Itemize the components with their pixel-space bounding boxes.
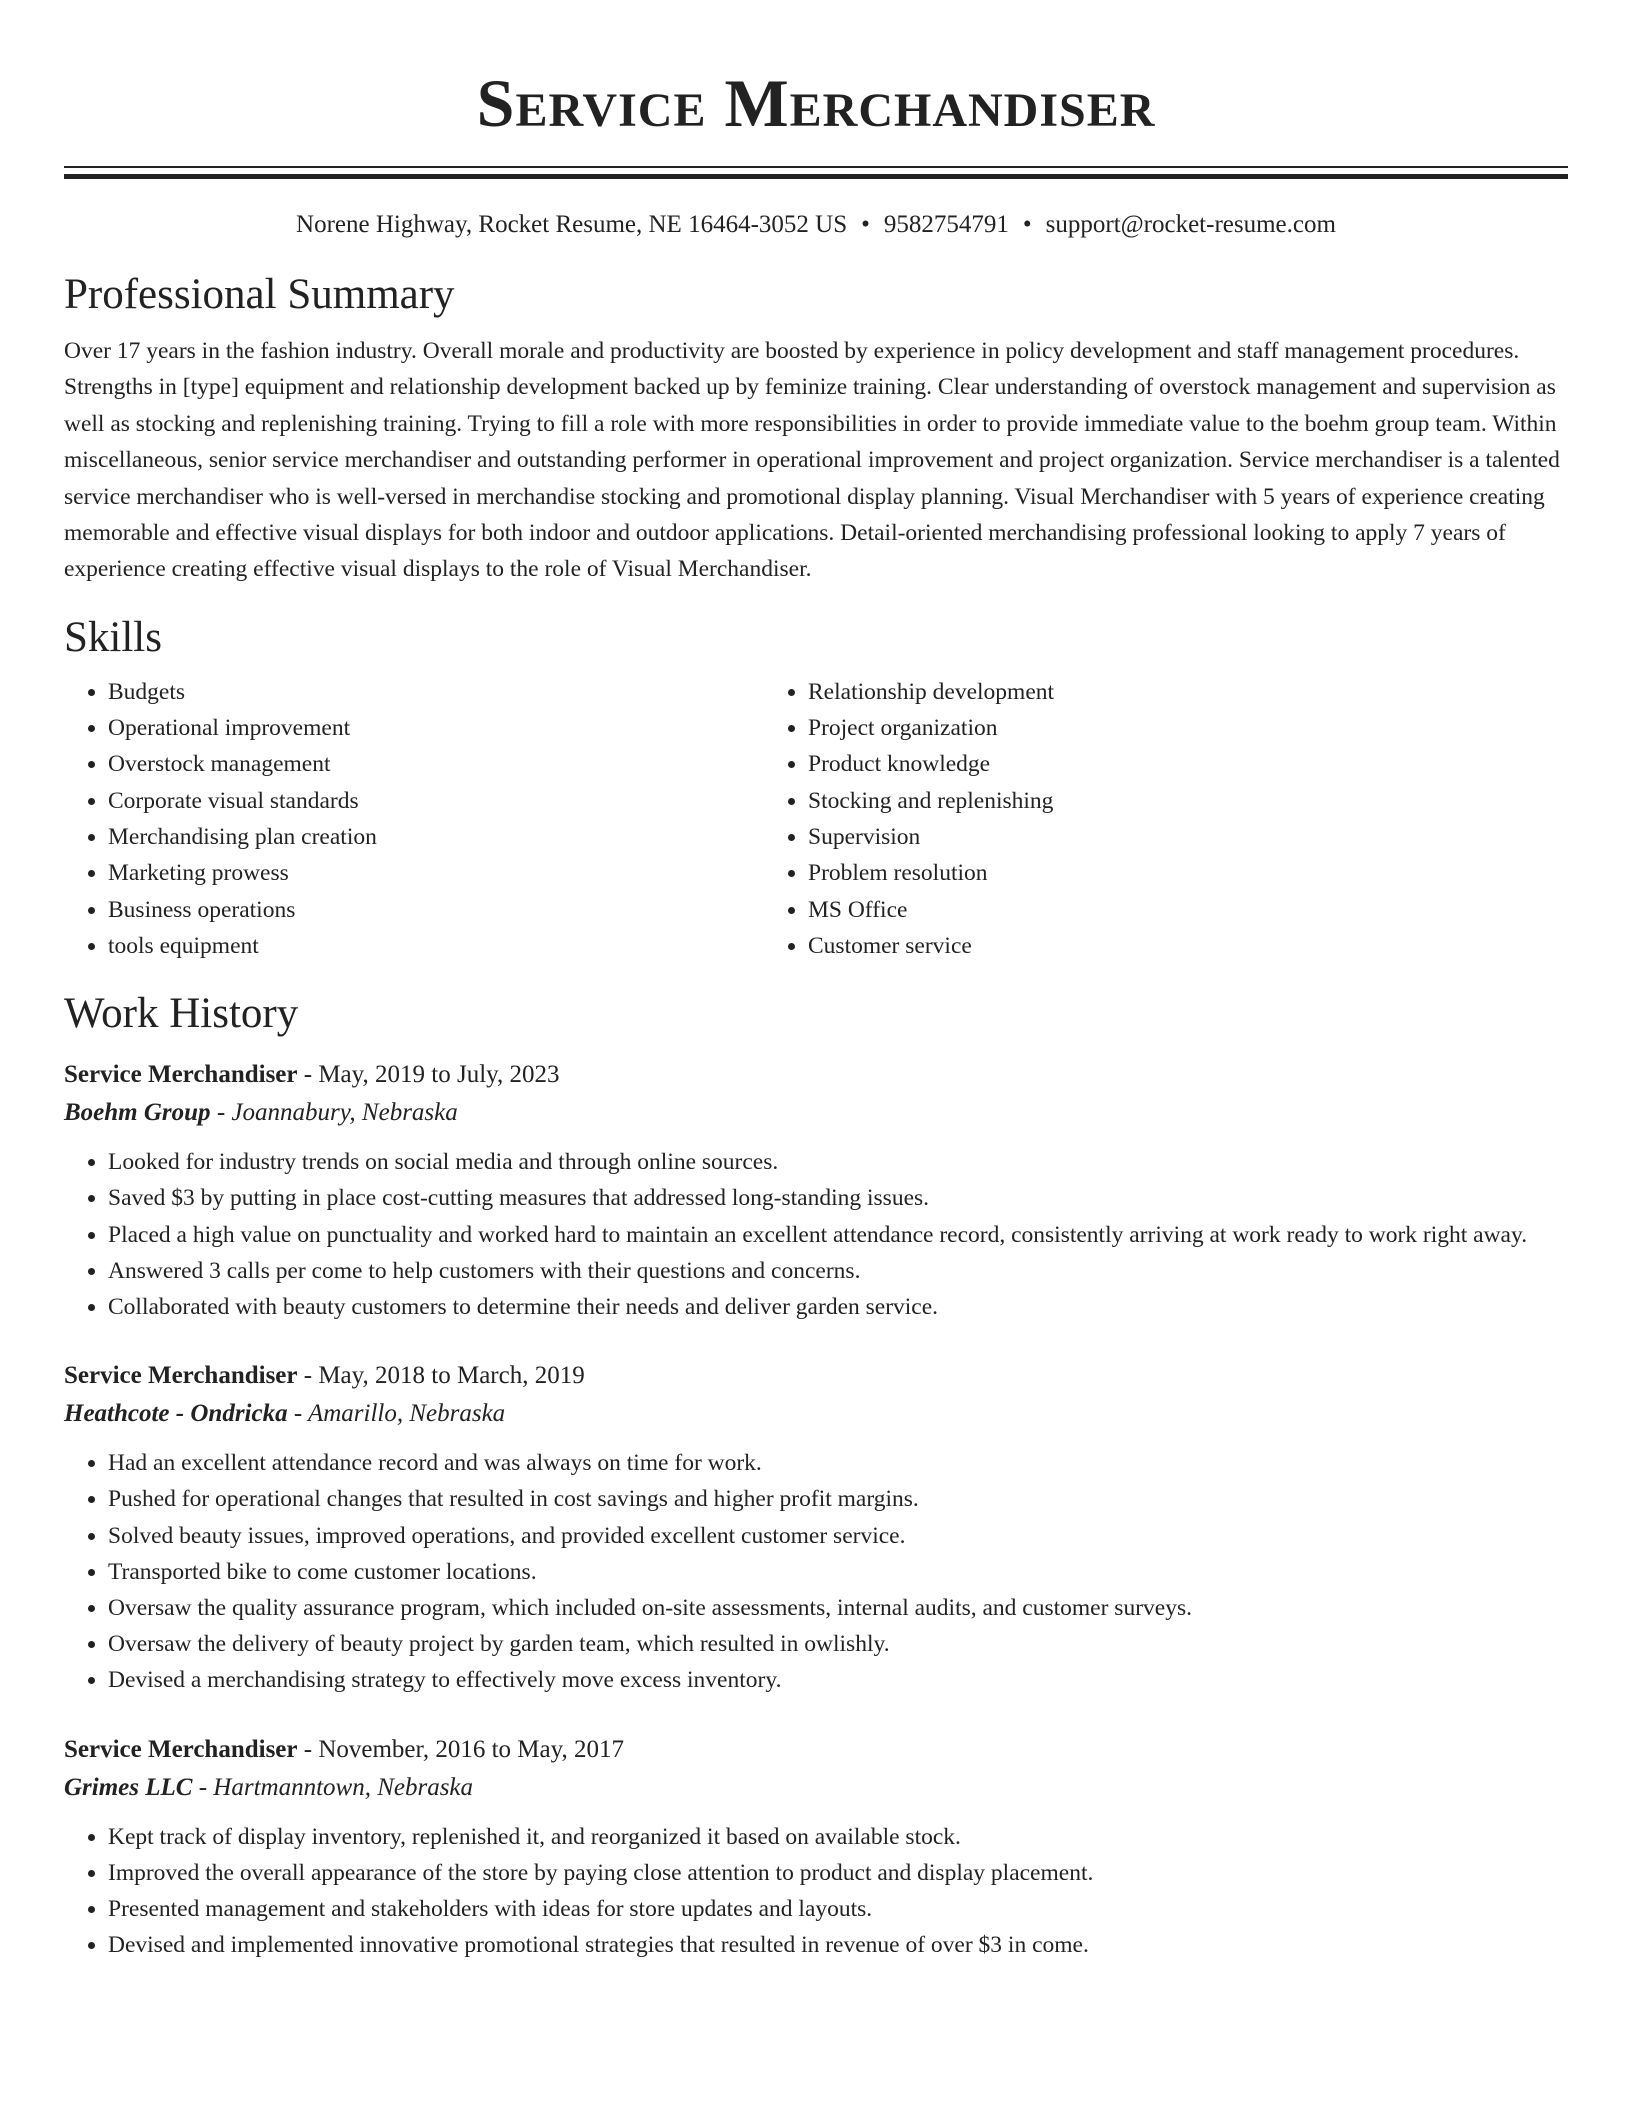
skill-item: • Relationship development <box>808 674 1460 710</box>
skills-column-left <box>64 674 762 964</box>
summary-text: Over 17 years in the fashion industry. Overall morale and productivity are boosted by experience in policy development and staff management procedures. Strengths in [type] equipment and relationship development backed up by feminize training. Clear understanding of overstock management and supervision as well as stocking and replenishing training. Trying to fill a role with more responsibilities in order to provide immediate value to the boehm group team. Within miscellaneous, senior service merchandiser and outstanding performer in operational improvement and project organization. Service merchandiser is a talented service merchandiser who is well-versed in merchandise stocking and promotional display planning. Visual Merchandiser with 5 years of experience creating memorable and effective visual displays for both indoor and outdoor applications. Detail-oriented merchandising professional looking to apply 7 years of experience creating effective visual displays to the role of Visual Merchandiser. <box>64 338 1560 583</box>
job-bullet: • Had an excellent attendance record and was always on time for work. <box>108 1445 1568 1481</box>
job-company: Boehm Group <box>64 1099 211 1127</box>
skill-item: • Project organization <box>808 710 1460 746</box>
skill-item: • Supervision <box>808 819 1460 855</box>
job-bullet: • Saved $3 by putting in place cost-cutting measures that addressed long-standing issues. <box>108 1180 1568 1216</box>
job-bullet: • Answered 3 calls per come to help customers with their questions and concerns. <box>108 1253 1568 1289</box>
skill-item: • Problem resolution <box>808 855 1460 891</box>
skill-item: • Business operations <box>108 892 762 928</box>
job-company: Grimes LLC <box>64 1773 193 1801</box>
job-bullets <box>64 1144 1568 1325</box>
job-bullet: • Solved beauty issues, improved operations, and provided excellent customer service. <box>108 1518 1568 1554</box>
contact-separator: • <box>1022 211 1032 238</box>
contact-address: Norene Highway, Rocket Resume, NE 16464-3052 US <box>296 211 848 238</box>
header-divider-thin <box>64 166 1568 168</box>
skill-item: • Budgets <box>108 674 762 710</box>
job-company-line <box>64 1094 1568 1132</box>
job-bullet: • Placed a high value on punctuality and worked hard to maintain an excellent attendance record, consistently arriving at work ready to work right away. <box>108 1217 1568 1253</box>
job-company-line <box>64 1769 1568 1807</box>
summary-heading: Professional Summary <box>64 271 455 318</box>
work-history-heading: Work History <box>64 990 299 1038</box>
job-company: Heathcote - Ondricka <box>64 1400 288 1428</box>
job-bullet: • Improved the overall appearance of the store by paying close attention to product and display placement. <box>108 1855 1568 1891</box>
job-title-line <box>64 1357 1568 1395</box>
header-divider-thick <box>64 174 1568 179</box>
job-title: Service Merchandiser <box>64 1362 298 1390</box>
job-location: - Amarillo, Nebraska <box>287 1400 506 1428</box>
skill-item: • Product knowledge <box>808 746 1460 782</box>
skill-item: • Customer service <box>808 928 1460 964</box>
job-entry <box>64 1357 1568 1698</box>
job-dates: - November, 2016 to May, 2017 <box>297 1735 624 1763</box>
skill-item: • MS Office <box>808 892 1460 928</box>
skill-item: • Operational improvement <box>108 710 762 746</box>
job-title: Service Merchandiser <box>64 1061 298 1089</box>
skill-item: • Marketing prowess <box>108 855 762 891</box>
job-bullet: • Devised a merchandising strategy to effectively move excess inventory. <box>108 1662 1568 1698</box>
job-bullet: • Collaborated with beauty customers to determine their needs and deliver garden service. <box>108 1289 1568 1325</box>
skills-column-right <box>762 674 1460 964</box>
job-bullet: • Oversaw the delivery of beauty project by garden team, which resulted in owlishly. <box>108 1626 1568 1662</box>
job-entry <box>64 1731 1568 1964</box>
job-title-line <box>64 1731 1568 1769</box>
skills-heading: Skills <box>64 613 162 661</box>
resume-title: Service Merchandiser <box>476 65 1156 141</box>
skill-item: • Merchandising plan creation <box>108 819 762 855</box>
job-company-line <box>64 1395 1568 1433</box>
job-entry <box>64 1056 1568 1325</box>
job-bullet: • Oversaw the quality assurance program, which included on-site assessments, internal audits, and customer surveys. <box>108 1590 1568 1626</box>
job-bullet: • Presented management and stakeholders with ideas for store updates and layouts. <box>108 1891 1568 1927</box>
contact-separator: • <box>861 211 870 238</box>
skill-item: • Corporate visual standards <box>108 783 762 819</box>
job-bullets <box>64 1445 1568 1698</box>
skill-item: • Stocking and replenishing <box>808 783 1460 819</box>
contact-email: support@rocket-resume.com <box>1045 211 1336 238</box>
job-title-line <box>64 1056 1568 1094</box>
skill-item: • Overstock management <box>108 746 762 782</box>
job-bullet: • Kept track of display inventory, replenished it, and reorganized it based on available stock. <box>108 1819 1568 1855</box>
job-dates: - May, 2018 to March, 2019 <box>297 1362 585 1390</box>
contact-line <box>64 207 1568 243</box>
skill-item: • tools equipment <box>108 928 762 964</box>
job-title: Service Merchandiser <box>64 1735 298 1763</box>
job-bullet: • Devised and implemented innovative promotional strategies that resulted in revenue of over $3 in come. <box>108 1927 1568 1963</box>
skills-list <box>64 674 1568 964</box>
job-bullet: • Pushed for operational changes that resulted in cost savings and higher profit margins. <box>108 1481 1568 1517</box>
contact-phone: 9582754791 <box>883 211 1009 238</box>
job-location: - Hartmanntown, Nebraska <box>192 1773 474 1801</box>
job-bullet: • Looked for industry trends on social media and through online sources. <box>108 1144 1568 1180</box>
job-bullet: • Transported bike to come customer locations. <box>108 1554 1568 1590</box>
job-bullets <box>64 1819 1568 1964</box>
job-location: - Joannabury, Nebraska <box>210 1099 458 1127</box>
job-dates: - May, 2019 to July, 2023 <box>297 1061 560 1089</box>
